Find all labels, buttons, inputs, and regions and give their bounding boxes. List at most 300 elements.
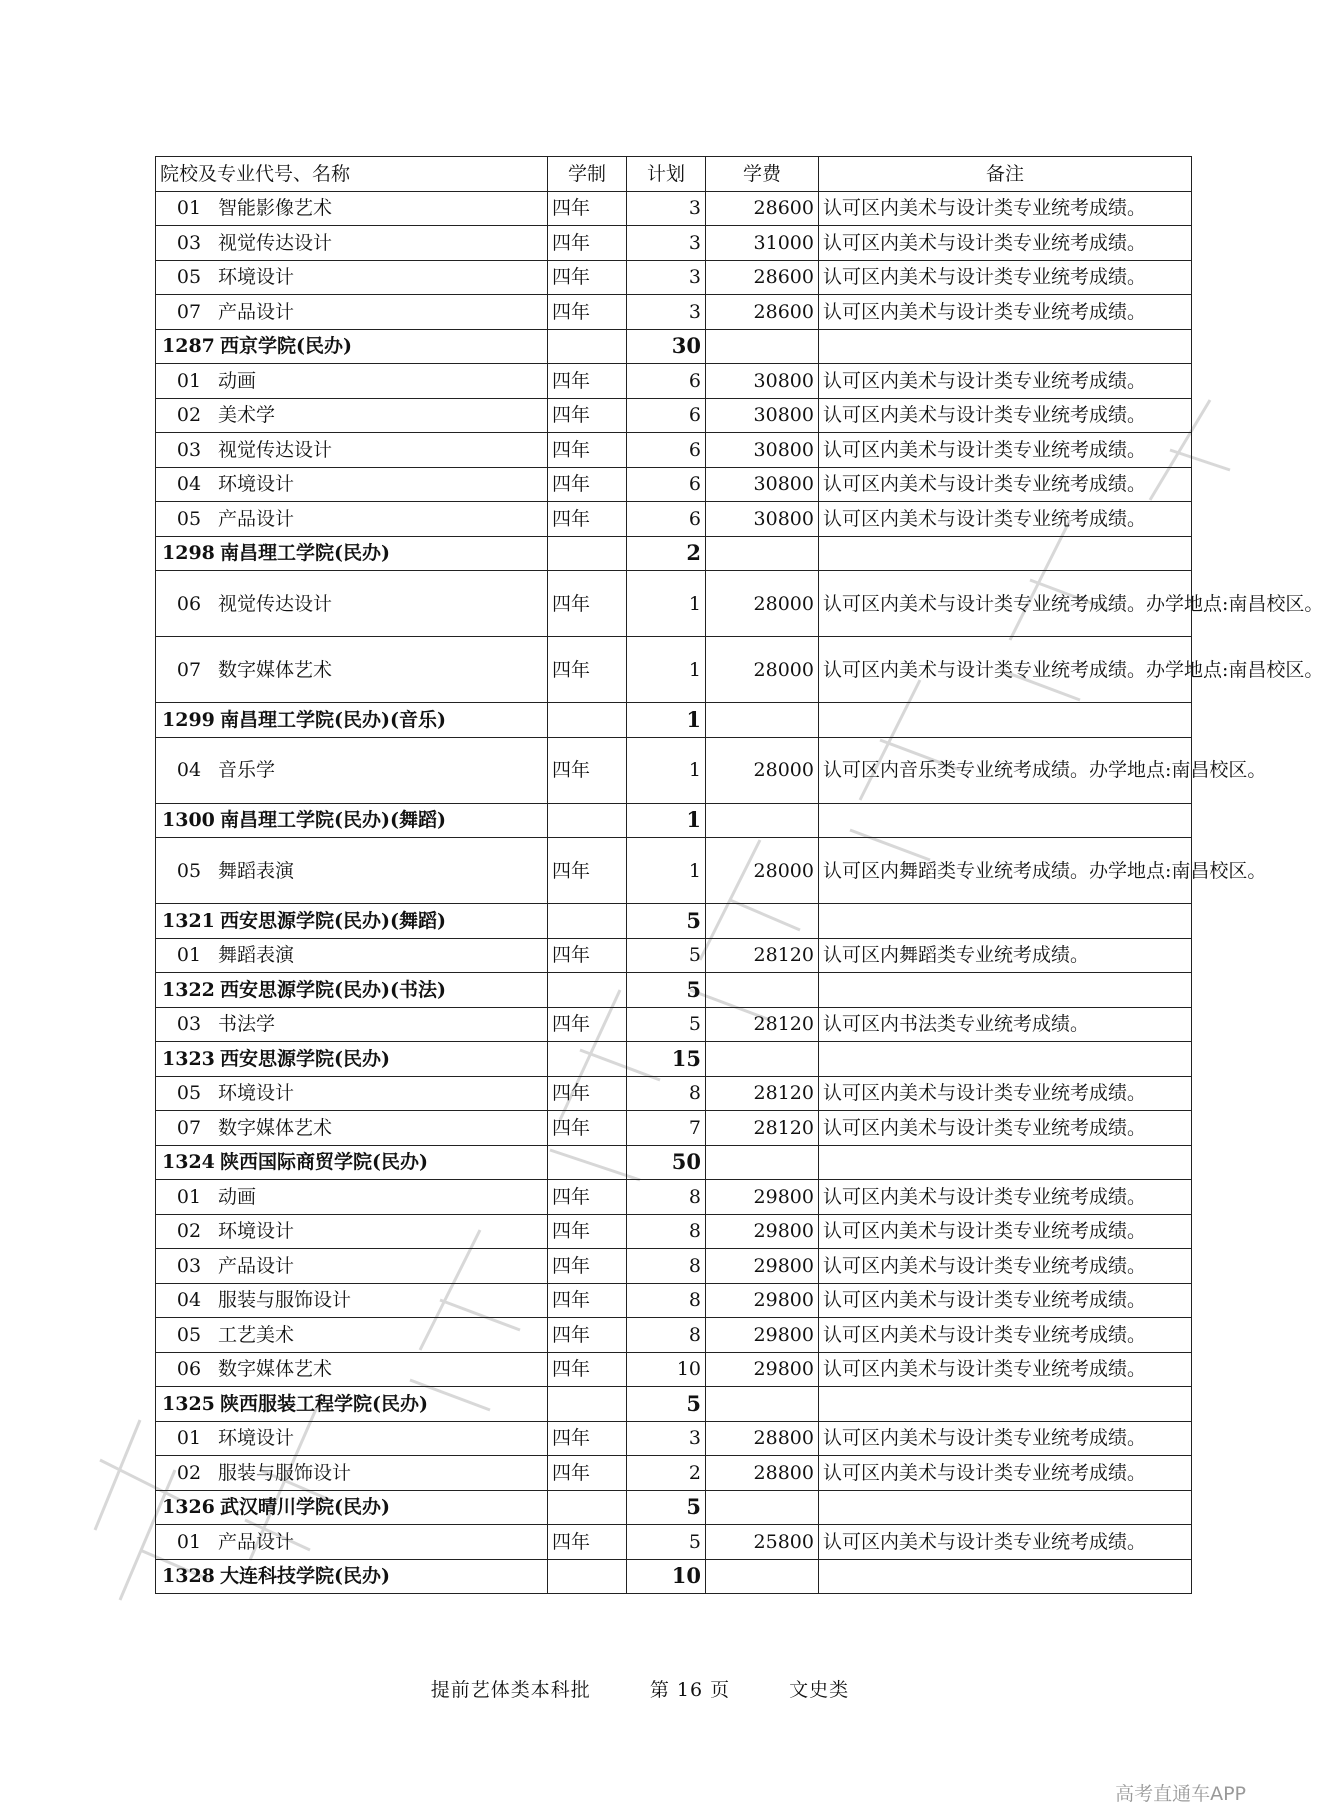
row-note	[819, 1387, 1192, 1422]
row-code-name	[156, 838, 548, 904]
row-duration: 四年	[548, 260, 627, 295]
row-fee: 29800	[706, 1180, 819, 1215]
row-plan: 6	[627, 502, 706, 537]
school-name: 西安思源学院(民办)(舞蹈)	[220, 909, 446, 932]
row-note: 认可区内美术与设计类专业统考成绩。	[819, 1525, 1192, 1560]
row-duration: 四年	[548, 571, 627, 637]
row-code-name	[156, 467, 548, 502]
row-plan: 5	[627, 973, 706, 1008]
row-fee: 29800	[706, 1249, 819, 1284]
row-code: 1298	[162, 542, 215, 565]
row-note	[819, 329, 1192, 364]
row-fee	[706, 703, 819, 738]
row-code: 01	[176, 1185, 202, 1208]
row-code: 1325	[162, 1392, 215, 1415]
row-plan: 1	[627, 703, 706, 738]
page-footer	[0, 1675, 1280, 1702]
row-code: 04	[176, 473, 202, 496]
row-note: 认可区内音乐类专业统考成绩。办学地点:南昌校区。	[819, 737, 1192, 803]
row-code: 01	[176, 1427, 202, 1450]
row-note: 认可区内美术与设计类专业统考成绩。	[819, 467, 1192, 502]
row-plan: 1	[627, 737, 706, 803]
row-code: 1287	[162, 335, 215, 358]
row-code-name	[156, 1387, 548, 1422]
school-row	[156, 803, 1192, 838]
row-plan: 30	[627, 329, 706, 364]
row-code: 03	[176, 1254, 202, 1277]
row-fee: 30800	[706, 433, 819, 468]
row-plan: 6	[627, 398, 706, 433]
header-name: 院校及专业代号、名称	[156, 157, 548, 192]
row-duration: 四年	[548, 1180, 627, 1215]
row-plan: 8	[627, 1283, 706, 1318]
row-code-name	[156, 571, 548, 637]
school-name: 南昌理工学院(民办)(音乐)	[220, 708, 446, 731]
major-row	[156, 637, 1192, 703]
row-duration	[548, 1042, 627, 1077]
row-duration	[548, 703, 627, 738]
footer-batch: 提前艺体类本科批	[430, 1679, 591, 1701]
row-note: 认可区内美术与设计类专业统考成绩。	[819, 1214, 1192, 1249]
major-name: 环境设计	[218, 1220, 295, 1243]
row-code-name	[156, 1042, 548, 1077]
row-note: 认可区内美术与设计类专业统考成绩。	[819, 1180, 1192, 1215]
row-code: 05	[176, 859, 202, 882]
row-code: 05	[176, 1082, 202, 1105]
major-name: 环境设计	[218, 1082, 295, 1105]
row-code-name	[156, 703, 548, 738]
row-plan: 3	[627, 226, 706, 261]
row-code-name	[156, 637, 548, 703]
school-row	[156, 1559, 1192, 1594]
major-row	[156, 1318, 1192, 1353]
row-code: 01	[176, 369, 202, 392]
enrollment-plan-table	[155, 156, 1323, 1594]
row-code: 05	[176, 507, 202, 530]
school-row	[156, 329, 1192, 364]
row-fee	[706, 536, 819, 571]
row-code: 04	[176, 1289, 202, 1312]
header-duration: 学制	[548, 157, 627, 192]
row-fee: 29800	[706, 1214, 819, 1249]
row-duration: 四年	[548, 1318, 627, 1353]
row-fee: 30800	[706, 398, 819, 433]
row-code-name	[156, 1318, 548, 1353]
major-name: 舞蹈表演	[218, 944, 295, 967]
row-code: 1300	[162, 809, 215, 832]
row-code-name	[156, 737, 548, 803]
major-row	[156, 1249, 1192, 1284]
row-code-name	[156, 1145, 548, 1180]
row-duration	[548, 329, 627, 364]
major-row	[156, 571, 1192, 637]
major-row	[156, 938, 1192, 973]
row-note: 认可区内美术与设计类专业统考成绩。	[819, 1076, 1192, 1111]
row-code-name	[156, 1249, 548, 1284]
row-note	[819, 703, 1192, 738]
major-name: 数字媒体艺术	[218, 658, 333, 681]
row-duration: 四年	[548, 938, 627, 973]
row-duration: 四年	[548, 502, 627, 537]
row-duration: 四年	[548, 1525, 627, 1560]
row-note: 认可区内美术与设计类专业统考成绩。	[819, 1318, 1192, 1353]
row-plan: 6	[627, 433, 706, 468]
row-code: 1299	[162, 708, 215, 731]
row-fee: 28600	[706, 295, 819, 330]
row-plan: 1	[627, 838, 706, 904]
row-fee: 28120	[706, 1111, 819, 1146]
major-name: 视觉传达设计	[218, 438, 333, 461]
major-name: 数字媒体艺术	[218, 1358, 333, 1381]
row-fee	[706, 904, 819, 939]
row-code: 07	[176, 300, 202, 323]
row-code: 07	[176, 658, 202, 681]
row-duration: 四年	[548, 191, 627, 226]
row-fee: 28600	[706, 260, 819, 295]
row-plan: 1	[627, 803, 706, 838]
major-row	[156, 1456, 1192, 1491]
row-code-name	[156, 1490, 548, 1525]
row-note: 认可区内美术与设计类专业统考成绩。	[819, 398, 1192, 433]
row-duration: 四年	[548, 1076, 627, 1111]
row-code: 06	[176, 1358, 202, 1381]
row-duration: 四年	[548, 1283, 627, 1318]
row-duration: 四年	[548, 737, 627, 803]
row-fee: 28120	[706, 1007, 819, 1042]
major-row	[156, 1076, 1192, 1111]
row-code-name	[156, 1352, 548, 1387]
row-plan: 8	[627, 1249, 706, 1284]
row-code-name	[156, 191, 548, 226]
row-code: 01	[176, 1530, 202, 1553]
major-name: 动画	[218, 369, 257, 392]
row-plan: 6	[627, 364, 706, 399]
row-note: 认可区内美术与设计类专业统考成绩。办学地点:南昌校区。	[819, 571, 1192, 637]
row-fee: 28600	[706, 191, 819, 226]
row-plan: 3	[627, 295, 706, 330]
header-note: 备注	[819, 157, 1192, 192]
row-plan: 15	[627, 1042, 706, 1077]
row-code: 02	[176, 1220, 202, 1243]
row-plan: 1	[627, 571, 706, 637]
major-row	[156, 260, 1192, 295]
row-fee: 28120	[706, 938, 819, 973]
row-code: 03	[176, 231, 202, 254]
row-fee	[706, 1145, 819, 1180]
row-note: 认可区内舞蹈类专业统考成绩。办学地点:南昌校区。	[819, 838, 1192, 904]
row-duration: 四年	[548, 1249, 627, 1284]
row-fee: 29800	[706, 1352, 819, 1387]
school-name: 西安思源学院(民办)	[220, 1047, 390, 1070]
row-plan: 5	[627, 1490, 706, 1525]
school-name: 陕西服装工程学院(民办)	[220, 1392, 428, 1415]
row-plan: 8	[627, 1180, 706, 1215]
major-row	[156, 1421, 1192, 1456]
table-header-row	[156, 157, 1192, 192]
row-note: 认可区内美术与设计类专业统考成绩。	[819, 295, 1192, 330]
footer-page-number: 第 16 页	[649, 1679, 731, 1701]
row-code-name	[156, 329, 548, 364]
row-note	[819, 536, 1192, 571]
row-note: 认可区内美术与设计类专业统考成绩。	[819, 364, 1192, 399]
major-name: 产品设计	[218, 507, 295, 530]
row-code-name	[156, 295, 548, 330]
row-duration: 四年	[548, 1007, 627, 1042]
row-code: 1324	[162, 1151, 215, 1174]
row-plan: 1	[627, 637, 706, 703]
row-duration: 四年	[548, 1214, 627, 1249]
row-plan: 10	[627, 1352, 706, 1387]
major-name: 音乐学	[218, 759, 276, 781]
major-row	[156, 433, 1192, 468]
row-duration: 四年	[548, 295, 627, 330]
row-fee: 28800	[706, 1421, 819, 1456]
row-note: 认可区内美术与设计类专业统考成绩。	[819, 502, 1192, 537]
major-name: 舞蹈表演	[218, 859, 295, 882]
row-fee: 31000	[706, 226, 819, 261]
row-duration: 四年	[548, 637, 627, 703]
row-fee	[706, 803, 819, 838]
row-code-name	[156, 1007, 548, 1042]
row-note: 认可区内美术与设计类专业统考成绩。	[819, 1456, 1192, 1491]
row-fee	[706, 973, 819, 1008]
school-row	[156, 536, 1192, 571]
row-plan: 10	[627, 1559, 706, 1594]
row-note: 认可区内美术与设计类专业统考成绩。	[819, 1249, 1192, 1284]
row-plan: 2	[627, 536, 706, 571]
row-note: 认可区内美术与设计类专业统考成绩。	[819, 1421, 1192, 1456]
major-row	[156, 364, 1192, 399]
row-fee: 28000	[706, 737, 819, 803]
major-name: 工艺美术	[218, 1323, 295, 1346]
major-row	[156, 737, 1192, 803]
row-code-name	[156, 536, 548, 571]
app-watermark: 高考直通车APP	[1115, 1783, 1246, 1805]
major-row	[156, 295, 1192, 330]
row-fee: 30800	[706, 467, 819, 502]
row-note: 认可区内美术与设计类专业统考成绩。	[819, 433, 1192, 468]
row-code: 06	[176, 592, 202, 615]
major-row	[156, 502, 1192, 537]
header-fee: 学费	[706, 157, 819, 192]
row-plan: 3	[627, 1421, 706, 1456]
row-note: 认可区内美术与设计类专业统考成绩。	[819, 1283, 1192, 1318]
table-body	[156, 191, 1323, 1594]
row-duration: 四年	[548, 364, 627, 399]
row-code-name	[156, 1456, 548, 1491]
major-name: 产品设计	[218, 300, 295, 323]
row-code: 1328	[162, 1565, 215, 1588]
row-duration: 四年	[548, 838, 627, 904]
school-name: 武汉晴川学院(民办)	[220, 1496, 390, 1519]
row-code-name	[156, 1525, 548, 1560]
major-name: 视觉传达设计	[218, 592, 333, 615]
row-fee	[706, 329, 819, 364]
row-code-name	[156, 433, 548, 468]
row-code-name	[156, 803, 548, 838]
school-name: 南昌理工学院(民办)(舞蹈)	[220, 809, 446, 832]
row-duration	[548, 1145, 627, 1180]
major-row	[156, 1180, 1192, 1215]
row-code-name	[156, 502, 548, 537]
major-name: 智能影像艺术	[218, 197, 333, 220]
row-fee	[706, 1042, 819, 1077]
school-row	[156, 1387, 1192, 1422]
major-row	[156, 1111, 1192, 1146]
major-row	[156, 1283, 1192, 1318]
row-code-name	[156, 973, 548, 1008]
row-fee: 29800	[706, 1283, 819, 1318]
row-duration: 四年	[548, 433, 627, 468]
school-name: 大连科技学院(民办)	[220, 1565, 390, 1588]
row-duration: 四年	[548, 1421, 627, 1456]
header-plan: 计划	[627, 157, 706, 192]
school-name: 西京学院(民办)	[220, 335, 352, 358]
major-row	[156, 1352, 1192, 1387]
row-fee	[706, 1490, 819, 1525]
major-name: 服装与服饰设计	[218, 1461, 352, 1484]
row-code-name	[156, 904, 548, 939]
row-duration: 四年	[548, 467, 627, 502]
major-name: 美术学	[218, 404, 276, 427]
row-code: 02	[176, 1461, 202, 1484]
row-note: 认可区内美术与设计类专业统考成绩。	[819, 1111, 1192, 1146]
row-code-name	[156, 1214, 548, 1249]
major-name: 环境设计	[218, 1427, 295, 1450]
row-code-name	[156, 364, 548, 399]
row-duration	[548, 803, 627, 838]
row-fee	[706, 1387, 819, 1422]
row-note	[819, 1490, 1192, 1525]
major-row	[156, 1525, 1192, 1560]
row-code: 05	[176, 266, 202, 289]
major-name: 视觉传达设计	[218, 231, 333, 254]
major-name: 动画	[218, 1185, 257, 1208]
row-fee: 28000	[706, 571, 819, 637]
row-plan: 50	[627, 1145, 706, 1180]
row-code: 1322	[162, 978, 215, 1001]
row-code: 02	[176, 404, 202, 427]
row-plan: 5	[627, 1007, 706, 1042]
row-code-name	[156, 398, 548, 433]
row-plan: 2	[627, 1456, 706, 1491]
row-note	[819, 904, 1192, 939]
major-row	[156, 226, 1192, 261]
school-row	[156, 1042, 1192, 1077]
school-row	[156, 703, 1192, 738]
row-plan: 5	[627, 1525, 706, 1560]
row-code-name	[156, 1076, 548, 1111]
row-duration	[548, 1387, 627, 1422]
row-duration: 四年	[548, 226, 627, 261]
row-fee: 29800	[706, 1318, 819, 1353]
row-code: 03	[176, 1013, 202, 1036]
row-note	[819, 973, 1192, 1008]
row-note	[819, 1145, 1192, 1180]
row-fee: 28000	[706, 838, 819, 904]
row-code-name	[156, 1559, 548, 1594]
major-row	[156, 1214, 1192, 1249]
row-note: 认可区内书法类专业统考成绩。	[819, 1007, 1192, 1042]
row-code: 01	[176, 944, 202, 967]
school-row	[156, 1490, 1192, 1525]
row-plan: 5	[627, 904, 706, 939]
row-duration: 四年	[548, 1352, 627, 1387]
major-row	[156, 398, 1192, 433]
row-code-name	[156, 1421, 548, 1456]
row-duration	[548, 536, 627, 571]
row-duration: 四年	[548, 398, 627, 433]
row-code: 05	[176, 1323, 202, 1346]
major-row	[156, 1007, 1192, 1042]
row-code: 01	[176, 197, 202, 220]
major-name: 数字媒体艺术	[218, 1116, 333, 1139]
row-plan: 3	[627, 191, 706, 226]
row-code-name	[156, 1283, 548, 1318]
row-fee: 25800	[706, 1525, 819, 1560]
major-name: 产品设计	[218, 1254, 295, 1277]
row-note: 认可区内美术与设计类专业统考成绩。	[819, 191, 1192, 226]
row-duration: 四年	[548, 1456, 627, 1491]
row-fee: 28800	[706, 1456, 819, 1491]
row-duration	[548, 1490, 627, 1525]
row-plan: 7	[627, 1111, 706, 1146]
row-note: 认可区内美术与设计类专业统考成绩。	[819, 226, 1192, 261]
major-name: 环境设计	[218, 473, 295, 496]
row-plan: 5	[627, 1387, 706, 1422]
major-name: 环境设计	[218, 266, 295, 289]
row-code: 1326	[162, 1496, 215, 1519]
row-plan: 8	[627, 1318, 706, 1353]
row-duration	[548, 973, 627, 1008]
row-plan: 3	[627, 260, 706, 295]
row-code-name	[156, 938, 548, 973]
row-code-name	[156, 226, 548, 261]
row-duration	[548, 904, 627, 939]
school-name: 西安思源学院(民办)(书法)	[220, 978, 446, 1001]
row-plan: 8	[627, 1076, 706, 1111]
row-plan: 5	[627, 938, 706, 973]
school-name: 南昌理工学院(民办)	[220, 542, 390, 565]
row-fee: 30800	[706, 364, 819, 399]
row-fee	[706, 1559, 819, 1594]
footer-category: 文史类	[789, 1679, 850, 1701]
row-code: 1321	[162, 909, 215, 932]
row-duration	[548, 1559, 627, 1594]
row-note	[819, 1559, 1192, 1594]
major-row	[156, 467, 1192, 502]
major-row	[156, 838, 1192, 904]
row-plan: 6	[627, 467, 706, 502]
school-row	[156, 973, 1192, 1008]
row-note	[819, 1042, 1192, 1077]
major-name: 书法学	[218, 1013, 276, 1036]
major-row	[156, 191, 1192, 226]
row-duration: 四年	[548, 1111, 627, 1146]
school-row	[156, 904, 1192, 939]
major-name: 服装与服饰设计	[218, 1289, 352, 1312]
school-row	[156, 1145, 1192, 1180]
row-code-name	[156, 1180, 548, 1215]
row-code-name	[156, 1111, 548, 1146]
row-note: 认可区内美术与设计类专业统考成绩。	[819, 1352, 1192, 1387]
row-code-name	[156, 260, 548, 295]
major-name: 产品设计	[218, 1530, 295, 1553]
row-code: 07	[176, 1116, 202, 1139]
school-name: 陕西国际商贸学院(民办)	[220, 1151, 428, 1174]
row-note: 认可区内美术与设计类专业统考成绩。办学地点:南昌校区。	[819, 637, 1192, 703]
row-code: 1323	[162, 1047, 215, 1070]
